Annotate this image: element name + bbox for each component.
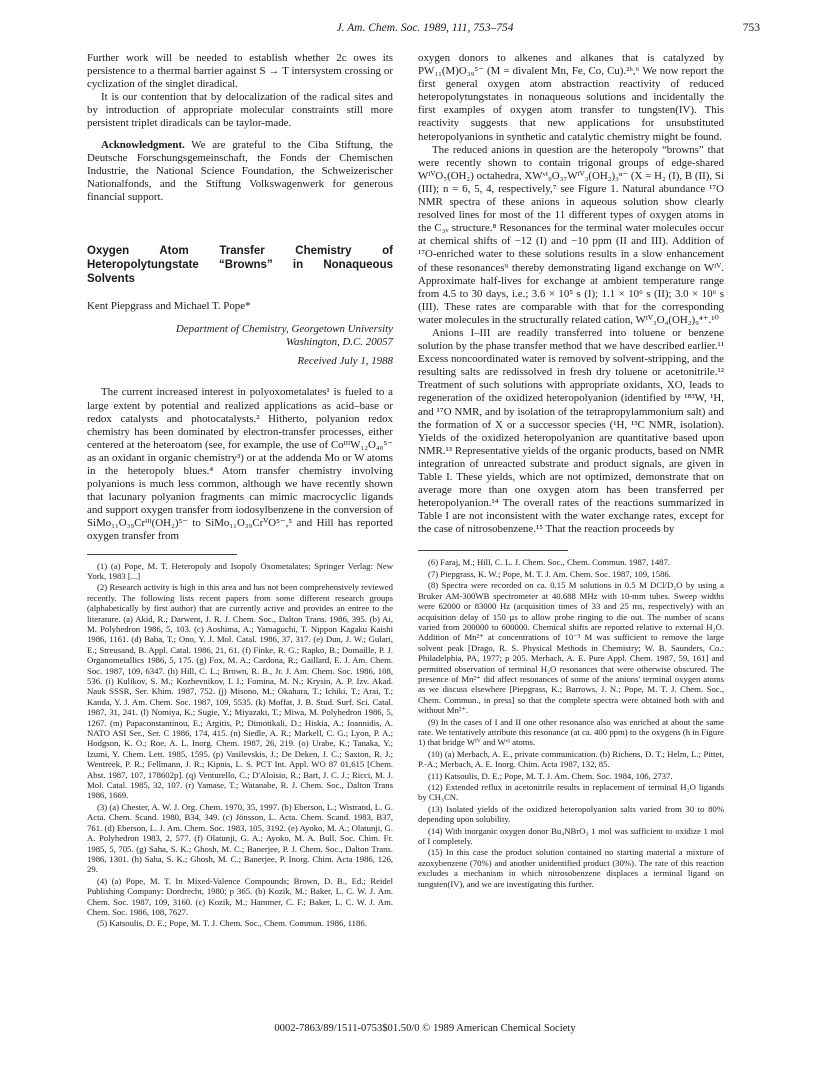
authors: Kent Piepgrass and Michael T. Pope* — [87, 300, 251, 313]
footnote: (7) Piepgrass, K. W.; Pope, M. T. J. Am. Chem. Soc. 1987, 109, 1586. — [428, 568, 671, 579]
footnote: (9) In the cases of I and II one other resonance also was enriched at about the same rate. We tentatively attribute this resonance (at ca. 400 ppm) to the oxygens (h in Figure 1) that bridge Wᴵⱽ and Wᵛᴵ atoms. — [418, 716, 724, 748]
footnote: (11) Katsoulis, D. E.; Pope, M. T. J. Am. Chem. Soc. 1984, 106, 2737. — [428, 770, 673, 781]
footnote: (6) Faraj, M.; Hill, C. L. J. Chem. Soc., Chem. Commun. 1987, 1487. — [428, 557, 671, 568]
left-column — [87, 52, 393, 930]
footnote: (1) (a) Pope, M. T. Heteropoly and Isopoly Oxometalates; Springer Verlag: New York, 1983 [...] — [87, 560, 393, 581]
footnotes — [87, 561, 393, 929]
affiliation-line: Washington, D.C. 20057 — [285, 336, 393, 349]
footnote-divider — [418, 550, 568, 551]
footnotes — [418, 557, 724, 889]
page-number: 753 — [742, 22, 760, 34]
footnote: (13) Isolated yields of the oxidized heteropolyanion salts varied from 30 to 80% depending upon solubility. — [418, 803, 724, 825]
article-title: Oxygen Atom Transfer Chemistry of Heteropolytungstate “Browns” in Nonaqueous Solvents — [87, 245, 393, 286]
body-paragraph: The reduced anions in question are the heteropoly “browns” that were recently shown to contain trigonal groups of edge-shared WᴵⱽO₅(OH₂) octahedra, XWᵛᴵ₉O₃₇Wᴵⱽ₃(OH₂)₃ⁿ⁻ (X = H₂ (I), B (II), Si (III); n = 6, 5, 4, respectively,⁷ see Figure 1. Natural abundance ¹⁷O NMR spectra of these anions in aqueous solution show clearly resolved lines for most of the 11 different types of oxygen atoms in the C₃ᵥ structure.⁸ Resonances for the terminal water molecules occur at chemical shifts of −12 (I) and −10 ppm (II and III). Addition of ¹⁷O-enriched water to these solutions results in a slow enhancement of these resonances⁹ thereby demonstrating ligand exchange on Wᴵⱽ. Approximate half-lives for exchange at ambient temperature range from 4.5 to 30 days, i.e.; 3.6 × 10⁵ s (I); 1.1 × 10⁶ s (II); 3.0 × 10⁶ s (III). These rates are comparable with that for the corresponding water molecules in the structurally related cation, Wᴵⱽ₃O₄(OH₂)₉⁴⁺.¹⁰ — [418, 143, 724, 326]
copyright-footer: 0002-7863/89/1511-0753$01.50/0 © 1989 American Chemical Society — [274, 1023, 576, 1034]
body-paragraph: Anions I–III are readily transferred into toluene or benzene solution by the phase transfer method that we have described earlier.¹¹ Excess noncoordinated water is removed by solvent-stripping, and the resulting salts are redissolved in fresh dry toluene or acetonitrile.¹² Treatment of such solutions with appropriate oxidants, XO, leads to regeneration of the oxidized heteropolyanion (identified by ¹⁸³W, ¹H, and ¹⁷O NMR, and by isolation of the tetrapropylammonium salt) and the formation of X or a successor species (¹H, ¹³C NMR, isolation). Yields of the oxidized heteropolyanion are quantitative based upon NMR.¹³ Representative yields of the organic products, based on NMR integration of unreacted substrate and product signals, are given in Table I. These yields, which are not optimized, demonstrate that on average more than one oxygen atom has been transferred per heteropolyanion.¹⁴ The overall rates of the reactions summarized in Table I are not inconsistent with the water exchange rates, except for the case of nitrosobenzene.¹⁵ That the reaction proceeds by — [418, 326, 724, 536]
footnote: (4) (a) Pope, M. T. In Mixed-Valence Compounds; Brown, D. B., Ed.; Reidel Publishing Company: Dordrecht, 1980; p 365. (b) Kozik, M.; Baker, L. C. W. J. Am. Chem. Soc. 1987, 109, 3160. (c) Kozik, M.; Hammer, C. F.; Baker, L. C. W. J. Am. Chem. Soc. 1986, 108, 7627. — [87, 875, 393, 917]
body-paragraph: oxygen donors to alkenes and alkanes that is catalyzed by PW₁₁(M)O₃₉⁵⁻ (M = divalent Mn, Fe, Co, Cu).²ʰ,⁶ We now report the first general oxygen atom abstraction reactivity of reduced heteropolytungstates in nonaqueous solutions and incidentally the first examples of oxygen atom transfer to tungsten(IV). This reactivity suggests that new applications for unsubstituted heteropolyanions in synthetic and catalytic chemistry might be found. — [418, 52, 724, 143]
footnote: (14) With inorganic oxygen donor Bu₄NBrO₃ 1 mol was sufficient to oxidize 1 mol of I completely. — [418, 825, 724, 847]
running-header — [90, 22, 760, 38]
paragraph: Further work will be needed to establish whether 2c owes its persistence to a thermal barrier against S → T intersystem crossing or cyclization of the singlet diradical. — [87, 52, 393, 91]
affiliation-line: Department of Chemistry, Georgetown University — [175, 323, 393, 336]
footnote: (3) (a) Chester, A. W. J. Org. Chem. 1970, 35, 1997. (b) Eberson, L.; Wistrand, L. G. Acta. Chem. Scand. 1980, B34, 349. (c) Jönsson, L. Acta. Chem. Scand. 1983, B37, 761. (d) Eberson, L. J. Am. Chem. Soc. 1983, 105, 3192. (e) Ayoko, M. A.; Olatunji, G. A. Polyhedron 1983, 2, 577. (f) Olatunji, G. A.; Ayoko, M. A. Bull. Soc. Chim. Fr. 1985, 5, 705. (g) Saha, S. K.; Ghosh, M. C.; Banerjee, P. J. Chem. Soc., Dalton Trans. 1986, 1301. (h) Saha, S. K.; Ghosh, M. C.; Banerjee, P. Inorg. Chim. Acta 1986, 126, 29. — [87, 801, 393, 875]
paragraph: It is our contention that by delocalization of the radical sites and by introduction of appropriate molecular constraints still more persistent triplet diradicals can be taylor-made. — [87, 91, 393, 130]
right-column — [418, 52, 724, 890]
acknowledgment — [87, 139, 393, 204]
footnote: (2) Research activity is high in this area and has not been comprehensively reviewed recently. The following lists recent papers from some different research groups (alphabetically by first author) that are currently active and provides an entree to the literature. (a) Akid, R.; Darwent, J. R. J. Chem. Soc., Dalton Trans. 1986, 395. (b) Ai, M. Polyhedron 1986, 5, 103. (c) Aoshima, A.; Yamaguchi, T. Nippon Kagaku Kaishi 1986, 1161. (d) Baba, T.; Ono, Y. J. Mol. Catal. 1986, 37, 317. (e) Dun, J. W.; Gulari, E.; Streusand, B. Appl. Catal. 1986, 21, 61. (f) Finke, R. G.; Rapko, B.; Domaille, P. J. Organometallics 1986, 5, 175. (g) Fox, M. A.; Cardona, R.; Gaillard, E. J. Am. Chem. Soc. 1987, 109, 6347. (h) Hill, C. L.; Brown, R. B., Jr. J. Am. Chem. Soc. 1986, 108, 536. (i) Kulikov, S. M.; Kozhevnikov, I. I.; Fomina, M. N.; Krysin, A. P. Izv. Akad. Nauk SSSR, Ser. Khim. 1987, 752. (j) Misono, M.; Okahara, T.; Ichiki, T.; Arai, T.; Kanda, Y. J. Am. Chem. Soc. 1987, 109, 5535. (k) Moffat, J. B. Stud. Surf. Sci. Catal. 1987, 31, 241. (l) Nomiya, K.; Sugie, Y.; Miyazaki, T.; Miwa, M. Polyhedron 1986, 5, 1267. (m) Papaconstantinou, E.; Argitis, P.; Dimotikali, D.; Hiskia, A.; Ioannidis, A. NATO ASI Ser., Ser. C 1986, 174, 415. (n) Siedle, A. R.; Markell, C. G.; Lyon, P. A.; Hodgson, K. O.; Roe, A. L. Inorg. Chem. 1987, 26, 219. (o) Urabe, K.; Tanaka, Y.; Izumi, Y. Chem. Lett. 1985, 1595. (p) Vasilevskis, J.; De Deken, J. C.; Saxton, R. J.; Wentreek, P. R.; Fellmann, J. R.; Kipnis, L. S. PCT Int. Appl. WO 87 01,615 [Chem. Abst. 1987, 107, 178602p]. (q) Venturello, C.; D'Aloisio, R.; Bart, J. C. J.; Ricci, M. J. Mol. Catal. 1985, 32, 107. (r) Yamase, T.; Watanabe, R. J. Chem. Soc., Dalton Trans 1986, 1669. — [87, 582, 393, 801]
footnote: (10) (a) Merbach, A. E., private communication. (b) Richens, D. T.; Helm, L.; Pittet, P.-A.; Merbach, A. E. Inorg. Chim. Acta 1987, 132, 85. — [418, 748, 724, 770]
journal-citation-line: J. Am. Chem. Soc. 1989, 111, 753–754 — [336, 22, 514, 34]
acknowledgment-text: We are grateful to the Ciba Stiftung, the Deutsche Forschungsgemeinschaft, the Fonds der Chemischen Industrie, the National Science Foundation, the Schweizerischer Nationalfonds, and the Stiftung Volkswagenwerk for generous financial support. — [87, 138, 393, 203]
footnote: (5) Katsoulis, D. E.; Pope, M. T. J. Chem. Soc., Chem. Commun. 1986, 1186. — [97, 918, 367, 929]
footnote: (12) Extended reflux in acetonitrile results in replacement of terminal H₂O ligands by CH₃CN. — [418, 782, 724, 803]
footnote: (8) Spectra were recorded on ca. 0.15 M solutions in 0.5 M DCl/D₂O by using a Bruker AM-300WB spectrometer at 40.688 MHz with 10-mm tubes. Sweep widths were 62000 or 83000 Hz (acquisition times of 33 and 25 ms, respectively) with an acquisition delay of 150 µs to allow probe ringing to die out. The number of scans varied from 200000 to 600000. Chemical shifts are reported relative to external H₂O. Addition of Mn²⁺ at concentrations of 10⁻³ M was sufficient to remove the large solvent peak [Drago, R. S. Physical Methods in Chemistry; W. B. Saunders, Co.: Philadelphia, PA, 1977; p 205. Merbach, A. E. Pure Appl. Chem. 1987, 59, 161] and permitted observation of terminal H₂O resonances that were otherwise obscured. The presence of Mn²⁺ did affect resonances of some of the anions' terminal oxygen atoms as we discuss elsewhere [Piepgrass, K.; Barrows, J. N.; Pope, M. T. J. Chem. Soc., Chem. Commun., in press] so that the complete spectra were obtained both with and without Mn²⁺. — [418, 580, 724, 716]
body-paragraph: The current increased interest in polyoxometalates¹ is fueled to a large extent by potential and realized applications as acid–base or redox catalysts and photocatalysts.² Hitherto, polyanion redox chemistry has been dominated by electron-transfer processes, either centered at the heteroatom (see, for example, the use of CoᴵᴵᴵW₁₂O₄₀⁵⁻ as an oxidant in organic chemistry³) or at the addenda Mo or W atoms in the heteropoly blues.⁴ Atom transfer chemistry involving polyanions is much less common, although we have recently shown that lacunary polyanion fragments can mimic macrocyclic ligands and support oxygen transfer from iodosylbenzene in the conversion of SiMo₁₁O₃₉Crᴵᴵᴵ(OH₂)⁵⁻ to SiMo₁₁O₃₉CrⱽO⁵⁻,⁵ and Hill has reported oxygen transfer from — [87, 386, 393, 543]
acknowledgment-label: Acknowledgment. — [101, 138, 185, 151]
footnote: (15) In this case the product solution contained no starting material a mixture of azoxybenzene (70%) and another unidentified product (30%). The rate of this reaction excludes a mechanism in which nitrosobenzene displaces a terminal ligand on tungsten(IV), and we are investigating this further. — [418, 847, 724, 889]
footnote-divider — [87, 554, 237, 555]
received-date: Received July 1, 1988 — [297, 355, 393, 368]
